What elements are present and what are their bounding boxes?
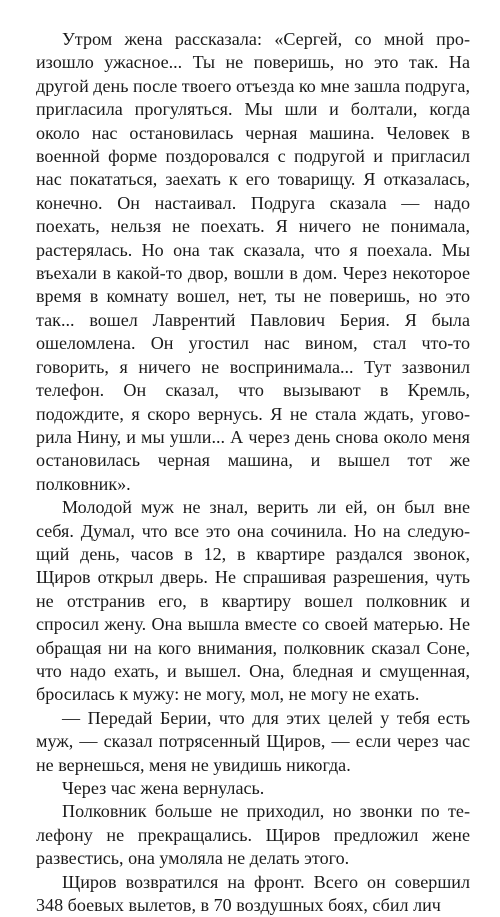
paragraph-front: Щиров возвратился на фронт. Всего он совершил 348 боевых вылетов, в 70 воздушных боях, сбил лич: [36, 871, 470, 916]
paragraph-shchirov-reply: — Передай Берии, что для этих целей у тебя есть муж, — сказал потрясенный Щиров, — если через час не вернешься, меня не увидишь никогда.: [36, 707, 470, 775]
paragraph-wife-returned: Через час жена вернулась.: [62, 778, 265, 798]
paragraph-story: Утром жена рассказала: «Сергей, со мной произошло ужасное... Ты не поверишь, но это так. На другой день после твоего отъезда ко мне зашла подруга, пригласила прогуляться. Мы шли и болтали, когда около нас остановилась черная машина. Человек в военной форме поздоровался с подругой и пригласил нас покататься, заехать к его товарищу. Я отказалась, конечно. Он настаивал. Подруга сказала — надо поехать, нельзя не поехать. Я ничего не понимала, растерялась. Но она так сказала, что я поехала. Мы въехали в какой-то двор, вошли в дом. Через некоторое время в комнату вошел, нет, ты не поверишь, но это так... вошел Лаврентий Павлович Берия. Я была ошеломлена. Он угостил нас вином, стал что-то говорить, я ничего не воспринимала... Тут зазвонил телефон. Он сказал, что вызывают в Кремль, подождите, я скоро вернусь. Я не стала ждать, уговорила Нину, и мы ушли... А через день снова около меня остановилась черная машина, и вышел тот же полковник».: [36, 29, 470, 494]
paragraph-husband-doubt: Молодой муж не знал, верить ли ей, он был вне себя. Думал, что все это она сочинила. Но на следующий день, часов в 12, в квартире раздался звонок, Щиров открыл дверь. Не спрашивая разрешения, чуть не отстранив его, в квартиру вошел полковник и спросил жену. Она вышла вместе со своей матерью. Не обращая ни на кого внимания, полковник сказал Соне, что надо ехать, и вышел. Она, бледная и смущенная, бросилась к мужу: не могу, мол, не могу не ехать.: [36, 497, 470, 705]
paragraph-calls: Полковник больше не приходил, но звонки по телефону не прекращались. Щиров предложил жене развестись, она умоляла не делать этого.: [36, 801, 470, 869]
book-page-text: [36, 28, 470, 916]
